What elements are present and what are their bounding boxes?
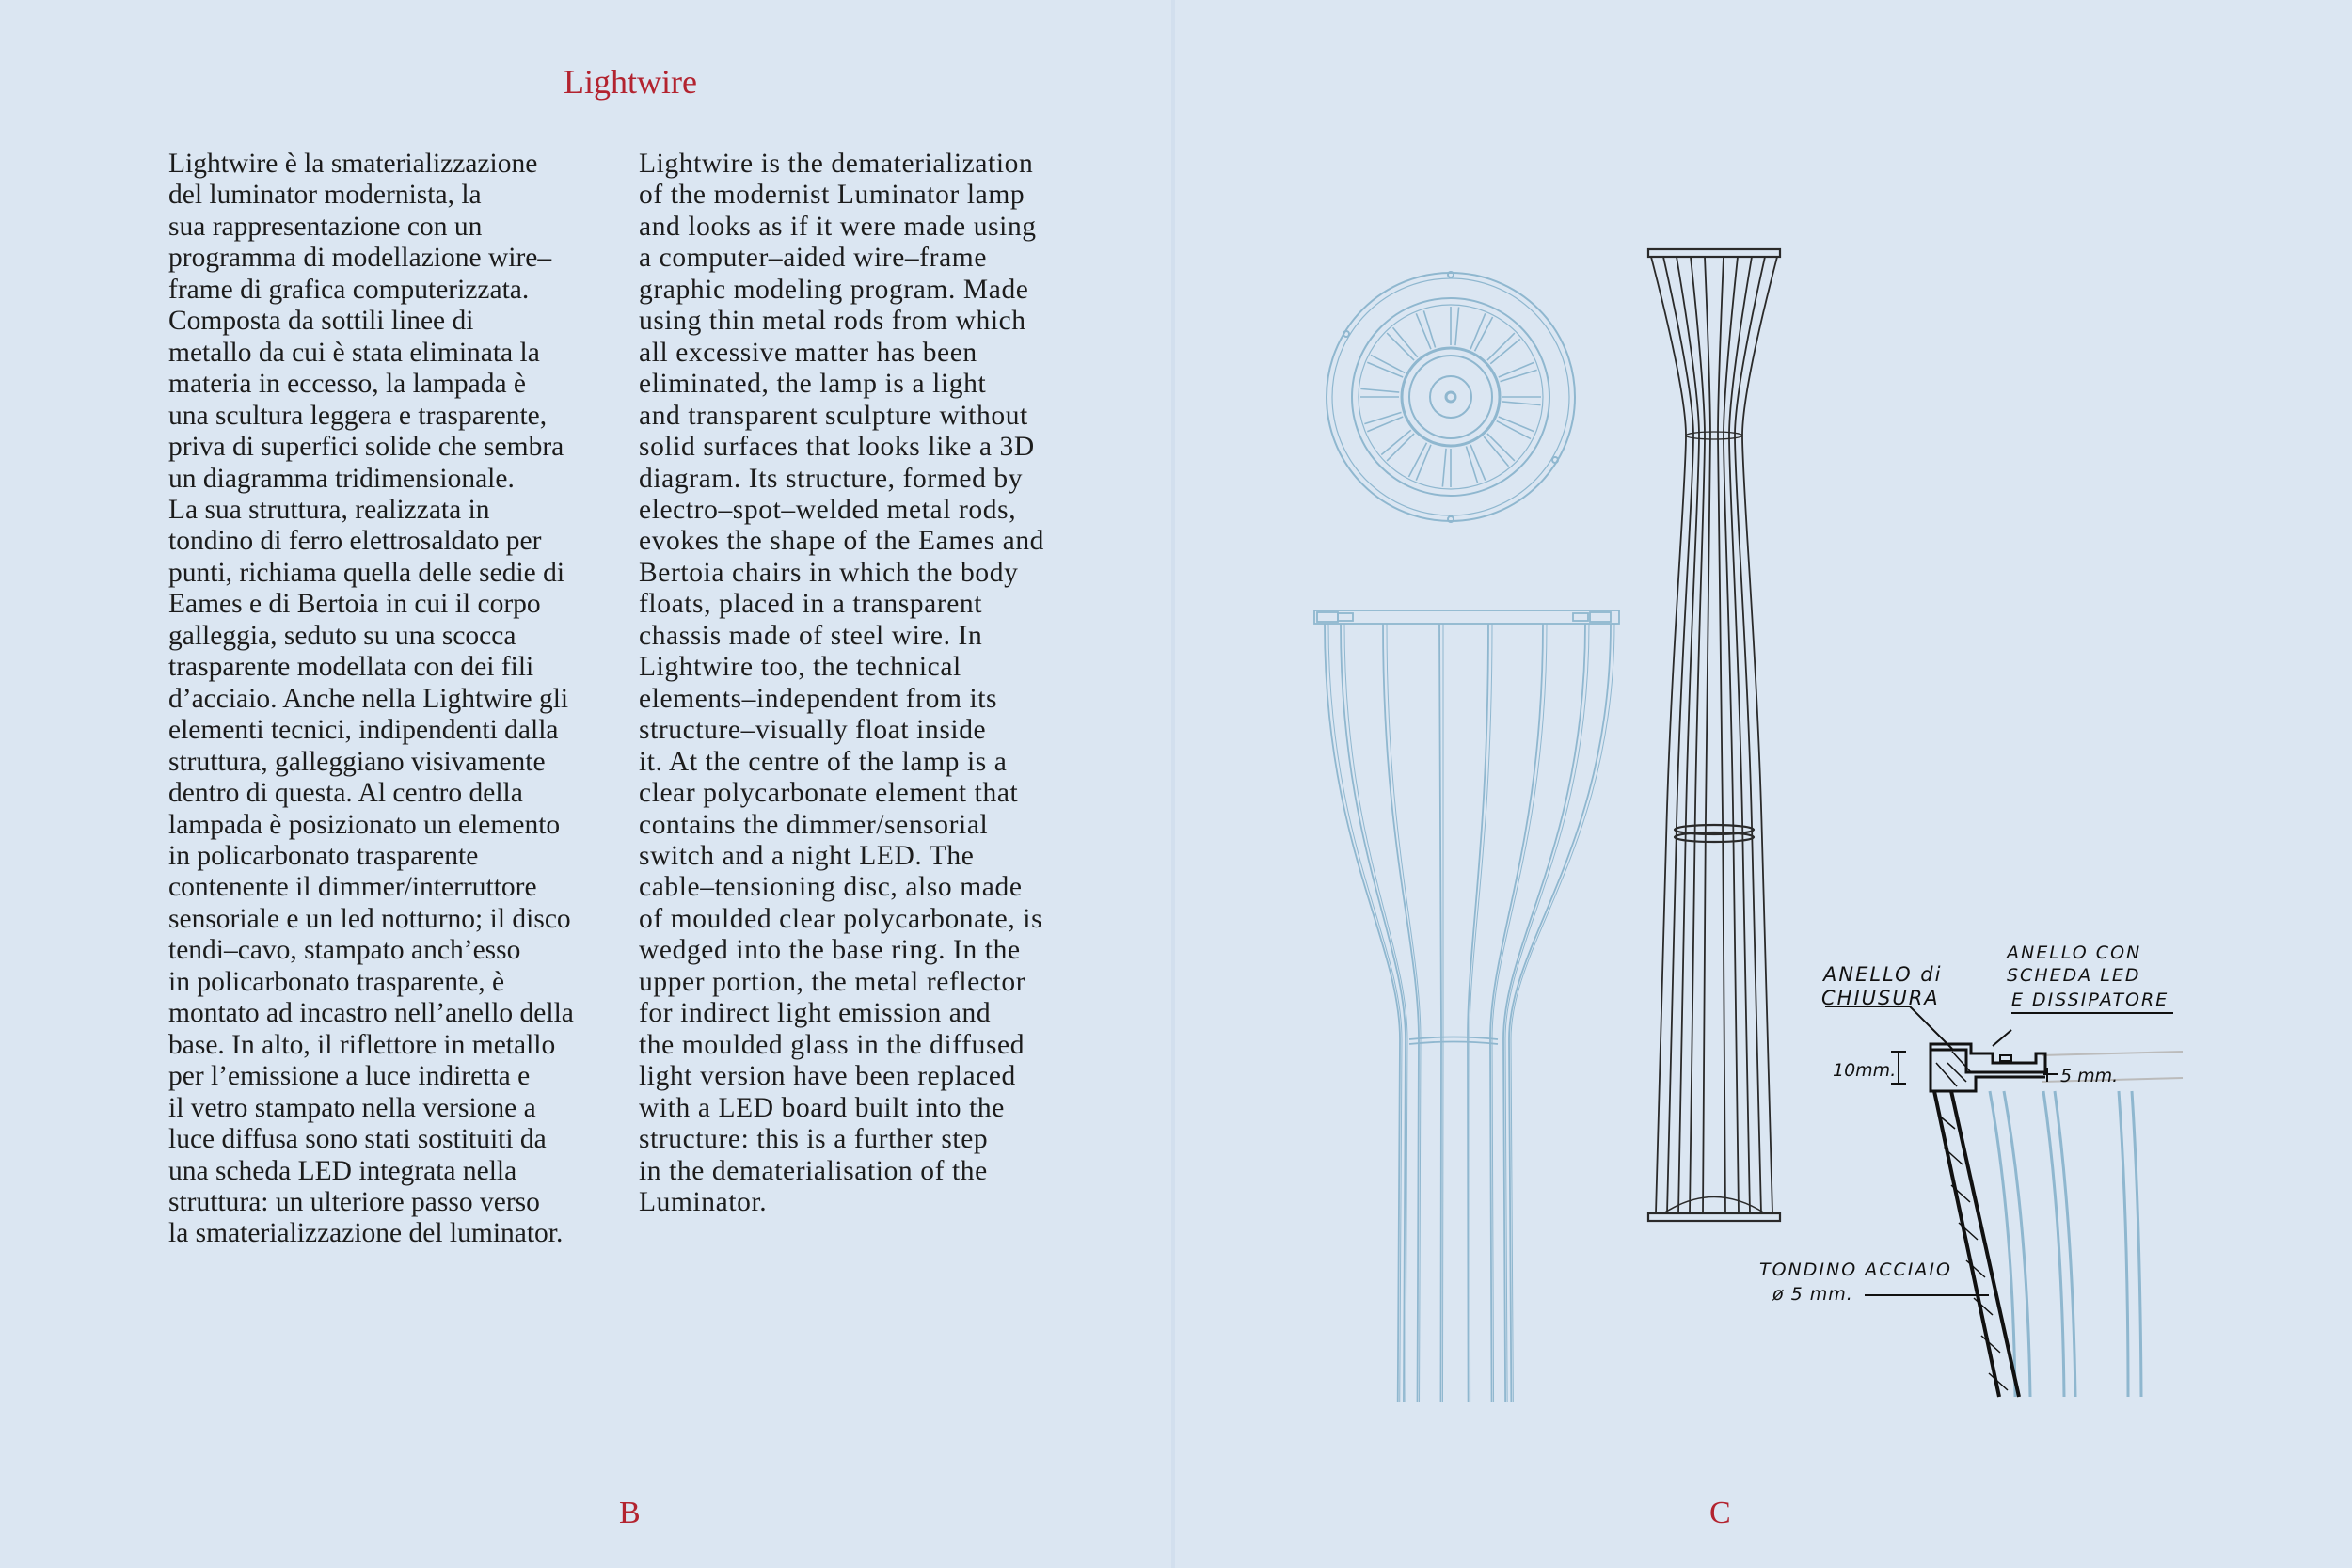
blueprint-rod	[1328, 624, 1402, 1402]
text-line: luce diffusa sono stati sostituiti da	[168, 1124, 547, 1155]
text-line: una scultura leggera e trasparente,	[168, 400, 548, 431]
text-line: galleggia, seduto su una scocca	[168, 620, 516, 651]
text-line: sensoriale e un led notturno; il disco	[168, 903, 571, 934]
blueprint-rod	[1503, 624, 1585, 1402]
text-line: tendi–cavo, stampato anch’esso	[168, 935, 521, 966]
text-line: per l’emissione a luce indiretta e	[168, 1061, 531, 1092]
text-line: of moulded clear polycarbonate, is	[639, 903, 1043, 934]
spoke-line	[1442, 449, 1446, 487]
side-view-blueprint	[1314, 610, 1619, 1402]
text-line: programma di modellazione wire–	[168, 243, 552, 274]
text-line: wedged into the base ring. In the	[639, 935, 1021, 966]
text-line: punti, richiama quella delle sedie di	[168, 557, 565, 588]
spoke-line	[1364, 412, 1401, 423]
text-line: with a LED board built into the	[639, 1092, 1005, 1123]
page-title: Lightwire	[564, 63, 697, 101]
text-line: the moulded glass in the diffused	[639, 1029, 1025, 1060]
text-line: il vetro stampato nella versione a	[168, 1092, 536, 1123]
text-line: materia in eccesso, la lampada è	[168, 369, 527, 400]
text-line: Composta da sottili linee di	[168, 306, 474, 337]
text-line: un diagramma tridimensionale.	[168, 463, 515, 494]
top-view-blueprint	[1327, 272, 1575, 522]
text-line: structure: this is a further step	[639, 1124, 989, 1155]
blueprint-rod	[1468, 624, 1488, 1402]
spoke-line	[1367, 417, 1403, 432]
text-line: dentro di questa. Al centro della	[168, 778, 523, 809]
text-line: cable–tensioning disc, also made	[639, 872, 1023, 903]
text-line: Luminator.	[639, 1186, 768, 1217]
text-line: Lightwire is the dematerialization	[639, 149, 1034, 179]
text-line: floats, placed in a transparent	[639, 589, 983, 620]
page-letter-c: C	[1709, 1496, 1731, 1530]
text-line: struttura, galleggiano visivamente	[168, 746, 546, 777]
text-line: tondino di ferro elettrosaldato per	[168, 526, 542, 557]
label-width-dim: 5 mm.	[2060, 1066, 2119, 1086]
text-line: eliminated, the lamp is a light	[639, 369, 987, 400]
text-line: diagram. Its structure, formed by	[639, 463, 1024, 494]
text-line: Lightwire è la smaterializzazione	[168, 149, 538, 179]
label-height-dim: 10mm.	[1833, 1060, 1897, 1081]
text-line: all excessive matter has been	[639, 337, 977, 368]
blueprint-rod	[1509, 624, 1611, 1402]
label-closing-ring-2: CHIUSURA	[1821, 987, 1940, 1009]
text-line: una scheda LED integrata nella	[168, 1155, 517, 1186]
text-line: Lightwire too, the technical	[639, 652, 961, 683]
text-line: in the dematerialisation of the	[639, 1155, 988, 1186]
text-line: a computer–aided wire–frame	[639, 243, 988, 274]
spoke-line	[1499, 362, 1534, 377]
page-letter-b: B	[619, 1496, 641, 1530]
blueprint-rod	[1490, 624, 1543, 1402]
text-line: electro–spot–welded metal rods,	[639, 494, 1017, 525]
text-line: Bertoia chairs in which the body	[639, 557, 1019, 588]
label-rod-1: TONDINO ACCIAIO	[1759, 1259, 1952, 1280]
text-line: switch and a night LED. The	[639, 840, 975, 871]
label-led-ring-3: E DISSIPATORE	[2011, 990, 2169, 1010]
spoke-line	[1502, 402, 1541, 405]
text-line: in policarbonato trasparente, è	[168, 966, 505, 997]
text-line: and transparent sculpture without	[639, 400, 1028, 431]
blueprint-rod	[1470, 624, 1492, 1402]
text-line: Eames e di Bertoia in cui il corpo	[168, 589, 541, 620]
text-line: light version have been replaced	[639, 1061, 1016, 1092]
text-line: contains the dimmer/sensorial	[639, 809, 989, 840]
detail-sketch	[1759, 942, 2183, 1397]
wireframe-lamp	[1648, 249, 1780, 1221]
text-line: for indirect light emission and	[639, 998, 992, 1029]
text-line: La sua struttura, realizzata in	[168, 494, 490, 525]
blueprint-rod	[1511, 624, 1614, 1402]
text-line: of the modernist Luminator lamp	[639, 180, 1025, 211]
text-line: solid surfaces that looks like a 3D	[639, 432, 1035, 463]
text-line: evokes the shape of the Eames and	[639, 526, 1045, 557]
text-line: in policarbonato trasparente	[168, 840, 479, 871]
label-led-ring-1: ANELLO CON	[2007, 942, 2142, 963]
text-line: and looks as if it were made using	[639, 211, 1037, 242]
text-line: la smaterializzazione del luminator.	[168, 1218, 564, 1249]
text-line: using thin metal rods from which	[639, 306, 1026, 337]
blueprint-rod	[1439, 624, 1441, 1402]
text-line: del luminator modernista, la	[168, 180, 482, 211]
text-line: it. At the centre of the lamp is a	[639, 746, 1008, 777]
text-line: metallo da cui è stata eliminata la	[168, 337, 540, 368]
spoke-line	[1416, 313, 1431, 349]
text-line: structure–visually float inside	[639, 715, 987, 746]
text-line: priva di superfici solide che sembra	[168, 432, 564, 463]
text-line: upper portion, the metal reflector	[639, 966, 1026, 997]
text-line: trasparente modellata con dei fili	[168, 652, 534, 683]
text-line: sua rappresentazione con un	[168, 211, 483, 242]
spoke-line	[1500, 370, 1536, 381]
text-line: frame di grafica computerizzata.	[168, 274, 530, 305]
text-line: contenente il dimmer/interruttore	[168, 872, 537, 903]
spoke-line	[1360, 388, 1399, 392]
text-line: base. In alto, il riflettore in metallo	[168, 1029, 556, 1060]
label-rod-2: ø 5 mm.	[1772, 1284, 1853, 1305]
label-closing-ring-1: ANELLO di	[1823, 963, 1943, 986]
text-line: d’acciaio. Anche nella Lightwire gli	[168, 683, 569, 714]
text-line: lampada è posizionato un elemento	[168, 809, 561, 840]
blueprint-rod	[1442, 624, 1443, 1402]
text-line: graphic modeling program. Made	[639, 274, 1029, 305]
text-line: elementi tecnici, indipendenti dalla	[168, 715, 559, 746]
text-line: elements–independent from its	[639, 683, 998, 714]
spoke-line	[1423, 310, 1435, 347]
text-line: struttura: un ulteriore passo verso	[168, 1186, 540, 1217]
text-line: montato ad incastro nell’anello della	[168, 998, 574, 1029]
text-line: clear polycarbonate element that	[639, 778, 1019, 809]
text-line: chassis made of steel wire. In	[639, 620, 983, 651]
spoke-line	[1466, 446, 1477, 483]
spoke-line	[1455, 307, 1459, 345]
spoke-line	[1470, 445, 1486, 481]
label-led-ring-2: SCHEDA LED	[2007, 965, 2141, 986]
blueprint-rod	[1383, 624, 1419, 1402]
